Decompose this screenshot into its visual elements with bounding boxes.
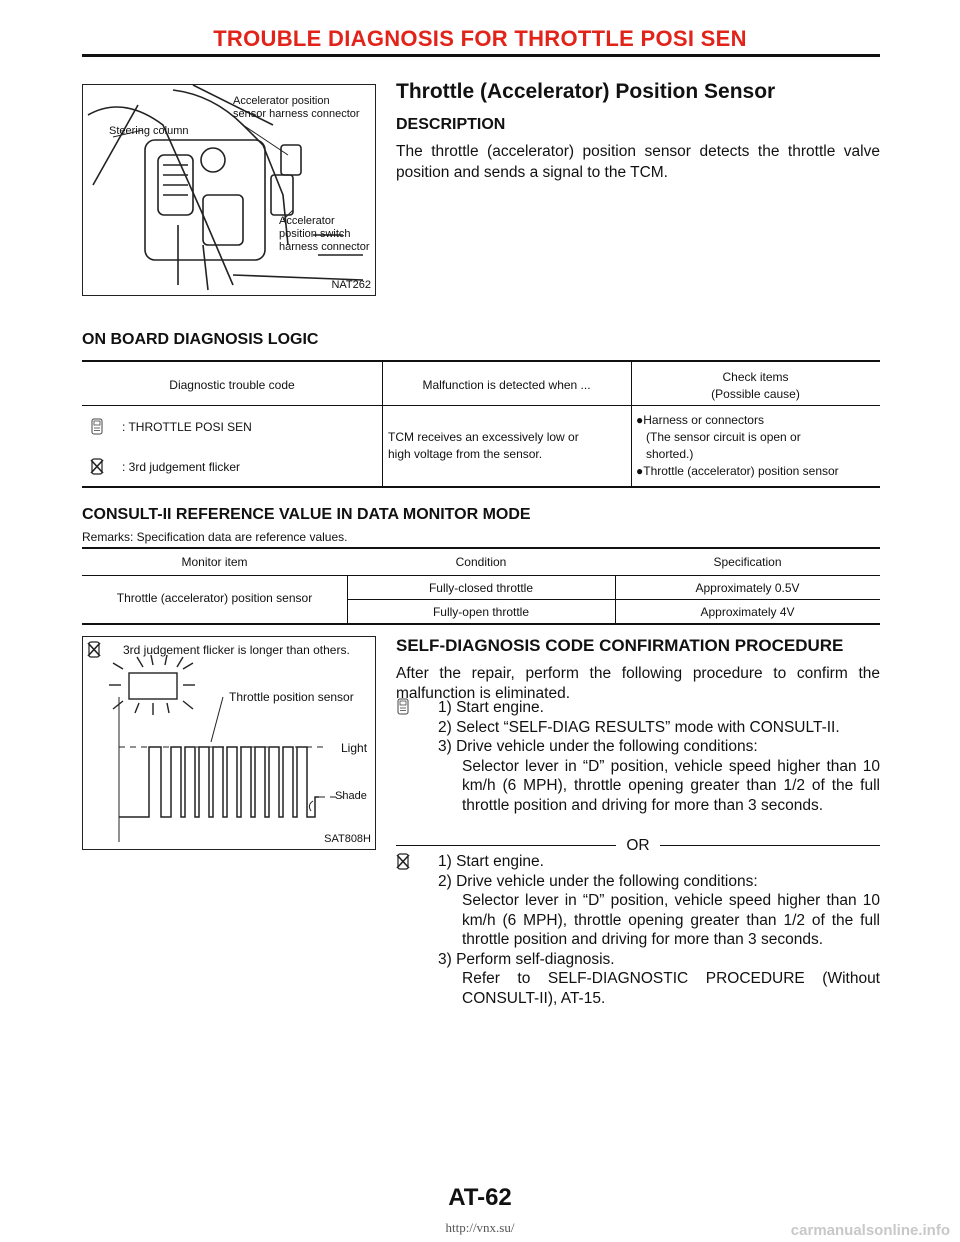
watermark: carmanualsonline.info [790, 1222, 950, 1239]
malfunction-text-1: TCM receives an excessively low or [388, 430, 579, 444]
check-item-1-note-b: shorted.) [646, 447, 694, 461]
consult-ref-heading: CONSULT-II REFERENCE VALUE IN DATA MONITOR MODE [82, 506, 531, 523]
footer-link[interactable]: http://vnx.su/ [445, 1220, 515, 1235]
page-header-title: TROUBLE DIAGNOSIS FOR THROTTLE POSI SEN [213, 26, 747, 51]
nc-step-1: 1) Start engine. [438, 853, 544, 870]
figure2-code: SAT808H [324, 833, 371, 845]
flicker-waveform-figure [82, 636, 376, 850]
nc-step-2-detail: Selector lever in “D” position, vehicle speed higher than 10 km/h (6 MPH), throttle opening greater than 1/2 of the full throttle position and driving for more than 3 seconds. [462, 892, 880, 948]
page-code: AT-62 [448, 1184, 512, 1211]
consult-icon [90, 418, 104, 435]
self-diag-heading: SELF-DIAGNOSIS CODE CONFIRMATION PROCEDURE [396, 636, 844, 655]
no-tools-icon [396, 853, 410, 870]
accelerator-sensor-figure [82, 84, 376, 296]
label-shade: Shade [335, 790, 367, 802]
self-diag-intro: After the repair, perform the following procedure to confirm the malfunction is eliminated. [396, 665, 880, 702]
spec-open: Approximately 4V [700, 605, 795, 619]
dtc-consult-text: : THROTTLE POSI SEN [122, 419, 252, 434]
description-heading: DESCRIPTION [396, 116, 506, 133]
label-accel-switch-1: Accelerator [279, 215, 335, 227]
label-accel-switch-3: harness connector [279, 241, 370, 253]
check-item-2: Throttle (accelerator) position sensor [643, 464, 839, 478]
consult-col-condition: Condition [455, 555, 507, 569]
monitor-item-text: Throttle (accelerator) position sensor [116, 591, 313, 605]
consult-icon [396, 698, 410, 715]
condition-open: Fully-open throttle [432, 605, 530, 619]
label-accel-sensor-1: Accelerator position [233, 95, 330, 107]
description-text: The throttle (accelerator) position sensor detects the throttle valve position and sends a signal to the TCM. [396, 143, 880, 181]
or-label: OR [626, 837, 650, 854]
label-throttle-sensor: Throttle position sensor [229, 690, 354, 704]
obd-table: Diagnostic trouble code Malfunction is detected when ... Check items (Possible cause) : THROTTLE POSI SEN : 3rd judgement flicker TCM receives an excessively low or high voltage from the sensor. ●Harness or connectors (The sensor circuit is open or shorted.) ●Throttle (accelerator) position sensor [82, 362, 880, 486]
label-accel-switch-2: position switch [279, 228, 351, 240]
consult-col-spec: Specification [713, 555, 782, 569]
nc-step-3: 3) Perform self-diagnosis. [438, 950, 615, 968]
consult-step-3-detail: Selector lever in “D” position, vehicle speed higher than 10 km/h (6 MPH), throttle opening greater than 1/2 of the full throttle position and driving for more than 3 seconds. [462, 757, 880, 814]
nc-step-2: 2) Drive vehicle under the following conditions: [438, 872, 758, 890]
obd-col-dtc: Diagnostic trouble code [169, 378, 295, 392]
obd-col-check-2: (Possible cause) [711, 387, 800, 401]
consult-step-3: 3) Drive vehicle under the following conditions: [438, 738, 758, 755]
consult-ref-remarks: Remarks: Specification data are reference values. [82, 530, 348, 544]
section-title: Throttle (Accelerator) Position Sensor [396, 80, 776, 103]
consult-step-2: 2) Select “SELF-DIAG RESULTS” mode with CONSULT-II. [438, 718, 840, 736]
no-tools-icon [87, 641, 101, 658]
label-light: Light [341, 741, 368, 755]
obd-heading: ON BOARD DIAGNOSIS LOGIC [82, 331, 319, 348]
nc-step-3-ref: Refer to SELF-DIAGNOSTIC PROCEDURE (Without CONSULT-II), AT-15. [462, 970, 880, 1007]
consult-col-monitor: Monitor item [181, 555, 248, 569]
check-item-1-note-a: (The sensor circuit is open or [646, 430, 801, 444]
figure2-title: 3rd judgement flicker is longer than others. [123, 643, 350, 657]
label-accel-sensor-2: sensor harness connector [233, 108, 360, 120]
consult-table-bottom-rule [82, 623, 880, 625]
obd-col-check-1: Check items [722, 370, 789, 384]
check-item-1: Harness or connectors [643, 413, 764, 427]
header-rule [82, 54, 880, 57]
consult-step-1: 1) Start engine. [438, 699, 544, 716]
figure1-code: NAT262 [331, 279, 371, 291]
spec-closed: Approximately 0.5V [695, 581, 800, 595]
malfunction-text-2: high voltage from the sensor. [388, 447, 543, 461]
label-steering-column: Steering column [109, 125, 189, 137]
dtc-flicker-text: : 3rd judgement flicker [122, 459, 241, 474]
obd-table-bottom-rule [82, 486, 880, 488]
waveform-drawing [83, 637, 375, 849]
no-tools-icon [90, 458, 104, 475]
condition-closed: Fully-closed throttle [428, 581, 534, 595]
obd-col-malfunction: Malfunction is detected when ... [422, 378, 591, 392]
